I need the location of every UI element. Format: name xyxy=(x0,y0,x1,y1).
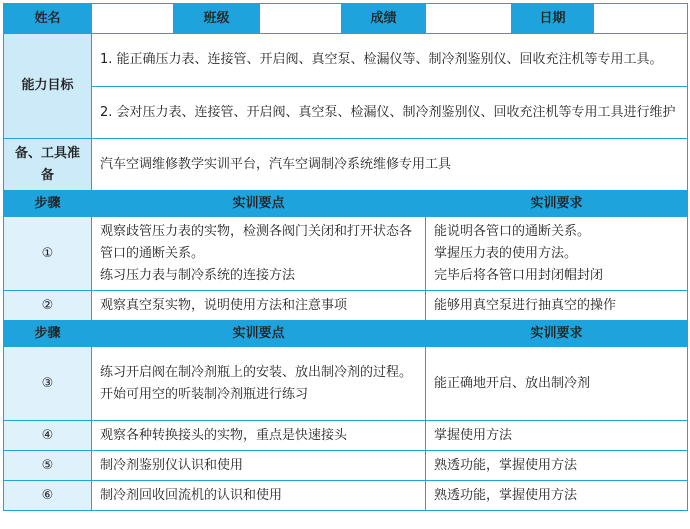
step-header-label: 步骤 xyxy=(4,191,92,217)
step-number: ① xyxy=(4,217,92,291)
step-requirements: 熟透功能，掌握使用方法 xyxy=(426,481,688,511)
score-label: 成绩 xyxy=(342,4,426,34)
objective-item-2: 2. 会对压力表、连接管、开启阀、真空泵、检漏仪、制冷剂鉴别仪、回收充注机等专用工具进行维护 xyxy=(92,87,688,139)
step-requirements: 能够用真空泵进行抽真空的操作 xyxy=(426,291,688,321)
step-points: 观察各种转换接头的实物，重点是快速接头 xyxy=(92,421,426,451)
points-header-label: 实训要点 xyxy=(92,321,426,347)
step-requirements: 能说明各管口的通断关系。 掌握压力表的使用方法。 完毕后将各管口用封闭帽封闭 xyxy=(426,217,688,291)
step-number: ⑥ xyxy=(4,481,92,511)
step-points: 观察歧管压力表的实物，检测各阀门关闭和打开状态各管口的通断关系。 练习压力表与制冷系统的连接方法 xyxy=(92,217,426,291)
step-row xyxy=(4,217,688,291)
step-row xyxy=(4,347,688,421)
objectives-label: 能力目标 xyxy=(4,34,92,139)
step-number: ② xyxy=(4,291,92,321)
objective-row-2 xyxy=(4,87,688,139)
step-row xyxy=(4,421,688,451)
preparation-text: 汽车空调维修教学实训平台，汽车空调制冷系统维修专用工具 xyxy=(92,139,688,191)
class-field[interactable] xyxy=(260,4,342,34)
step-number: ④ xyxy=(4,421,92,451)
name-label: 姓名 xyxy=(4,4,92,34)
step-points: 观察真空泵实物，说明使用方法和注意事项 xyxy=(92,291,426,321)
objective-row-1 xyxy=(4,34,688,87)
points-header-label: 实训要点 xyxy=(92,191,426,217)
step-points: 制冷剂鉴别仪认识和使用 xyxy=(92,451,426,481)
training-worksheet xyxy=(3,3,688,511)
step-number: ⑤ xyxy=(4,451,92,481)
step-points: 练习开启阀在制冷剂瓶上的安装、放出制冷剂的过程。开始可用空的听装制冷剂瓶进行练习 xyxy=(92,347,426,421)
date-label: 日期 xyxy=(512,4,594,34)
step-header-row-2 xyxy=(4,321,688,347)
step-requirements: 掌握使用方法 xyxy=(426,421,688,451)
preparation-label: 备、工具准备 xyxy=(4,139,92,191)
class-label: 班级 xyxy=(174,4,260,34)
step-requirements: 熟透功能，掌握使用方法 xyxy=(426,451,688,481)
objective-item-1: 1. 能正确压力表、连接管、开启阀、真空泵、检漏仪等、制冷剂鉴别仪、回收充注机等专用工具。 xyxy=(92,34,688,87)
step-number: ③ xyxy=(4,347,92,421)
step-row xyxy=(4,291,688,321)
preparation-row xyxy=(4,139,688,191)
info-row xyxy=(4,4,688,34)
step-requirements: 能正确地开启、放出制冷剂 xyxy=(426,347,688,421)
name-field[interactable] xyxy=(92,4,174,34)
step-points: 制冷剂回收回流机的认识和使用 xyxy=(92,481,426,511)
step-row xyxy=(4,451,688,481)
score-field[interactable] xyxy=(426,4,512,34)
step-header-label: 步骤 xyxy=(4,321,92,347)
requirements-header-label: 实训要求 xyxy=(426,191,688,217)
step-row xyxy=(4,481,688,511)
date-field[interactable] xyxy=(594,4,688,34)
requirements-header-label: 实训要求 xyxy=(426,321,688,347)
step-header-row-1 xyxy=(4,191,688,217)
